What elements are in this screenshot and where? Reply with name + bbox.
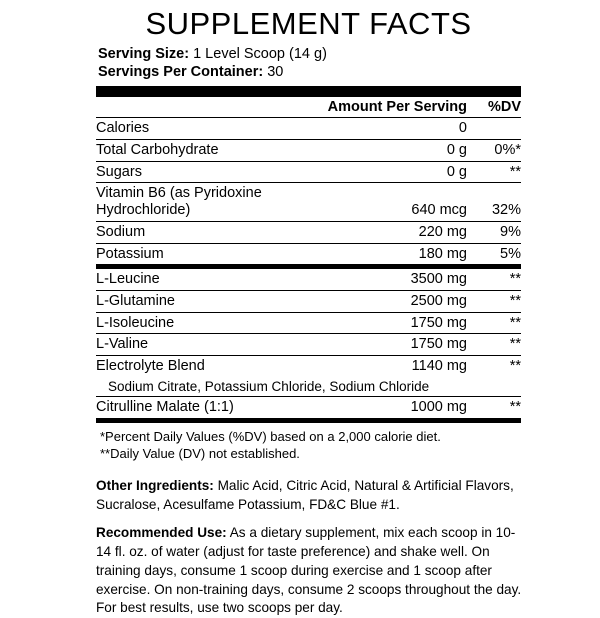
row-amount: 180 mg — [418, 245, 467, 262]
row-dv: ** — [509, 357, 521, 374]
row-dv: ** — [467, 334, 521, 356]
header-amount-per-serving: Amount Per Serving — [328, 97, 467, 118]
row-dv: ** — [509, 399, 521, 416]
header-percent-dv: %DV — [467, 97, 521, 118]
additional-info — [96, 477, 528, 618]
table-row — [96, 334, 521, 356]
table-row — [96, 312, 521, 334]
blend-subline-row — [96, 377, 521, 397]
row-dv: ** — [467, 312, 521, 334]
table-row — [96, 290, 521, 312]
other-ingredients-paragraph — [96, 477, 528, 515]
divider-thick-top — [96, 86, 521, 97]
amino-table — [96, 269, 521, 418]
serving-size-label: Serving Size: — [98, 45, 190, 62]
servings-per-container-value: 30 — [267, 63, 284, 80]
table-row — [96, 355, 521, 376]
row-amount: 2500 mg — [359, 290, 467, 312]
row-amount: 1750 mg — [359, 312, 467, 334]
row-name: L-Isoleucine — [96, 312, 359, 334]
row-amount: 1000 mg — [410, 399, 467, 416]
blend-subline: Sodium Citrate, Potassium Chloride, Sodium Chloride — [96, 377, 521, 397]
serving-size-line — [98, 45, 521, 63]
page-title: SUPPLEMENT FACTS — [145, 6, 472, 41]
serving-size-value: 1 Level Scoop (14 g) — [193, 45, 327, 62]
nutrition-table — [96, 97, 521, 264]
row-name: Vitamin B6 (as Pyridoxine Hydrochloride) — [96, 183, 328, 221]
row-amount: 0 g — [328, 161, 467, 183]
row-dv: 0%* — [467, 140, 521, 162]
table-header-row — [96, 97, 521, 118]
other-ingredients-text: Malic Acid, Citric Acid, Natural & Artificial Flavors, Sucralose, Acesulfame Potassium, FD&C Blue #1. — [96, 477, 514, 512]
other-ingredients-label: Other Ingredients: — [96, 477, 214, 493]
row-name: Potassium — [96, 245, 164, 262]
row-name: L-Glutamine — [96, 290, 359, 312]
row-amount: 0 — [328, 118, 467, 140]
row-amount: 1750 mg — [359, 334, 467, 356]
row-dv: 9% — [467, 221, 521, 243]
table-row — [96, 221, 521, 243]
table-row — [96, 269, 521, 290]
row-name: Sugars — [96, 161, 328, 183]
row-amount: 0 g — [328, 140, 467, 162]
row-name: Sodium — [96, 221, 328, 243]
row-amount: 3500 mg — [359, 269, 467, 290]
table-row — [96, 243, 521, 264]
recommended-use-text: As a dietary supplement, mix each scoop in 10-14 fl. oz. of water (adjust for taste preference) and shake well. On training days, consume 1 scoop during exercise and 1 scoop after exercise. On non-training days, consume 2 scoops throughout the day. For best results, use two scoops per day. — [96, 525, 522, 616]
table-row — [96, 140, 521, 162]
table-row — [96, 161, 521, 183]
recommended-use-paragraph — [96, 524, 528, 618]
row-name: Electrolyte Blend — [96, 357, 205, 374]
row-dv: ** — [467, 269, 521, 290]
row-name: Citrulline Malate (1:1) — [96, 399, 234, 416]
footnotes — [96, 423, 521, 463]
table-row — [96, 118, 521, 140]
row-dv: 32% — [467, 183, 521, 221]
row-amount: 220 mg — [328, 221, 467, 243]
footnote-dv-not-established: **Daily Value (DV) not established. — [100, 446, 300, 462]
row-dv: ** — [467, 161, 521, 183]
row-dv: ** — [467, 290, 521, 312]
recommended-use-label: Recommended Use: — [96, 525, 227, 541]
servings-per-container-label: Servings Per Container: — [98, 63, 264, 80]
servings-per-container-line — [98, 63, 521, 81]
row-amount: 1140 mg — [411, 357, 467, 374]
row-dv: 5% — [500, 245, 521, 262]
row-dv — [467, 118, 521, 140]
row-name: L-Valine — [96, 334, 359, 356]
table-row — [96, 397, 521, 418]
footnote-percent-dv: *Percent Daily Values (%DV) based on a 2,000 calorie diet. — [100, 428, 441, 444]
row-name: L-Leucine — [96, 269, 359, 290]
row-amount: 640 mcg — [328, 183, 467, 221]
supplement-facts-box — [96, 8, 521, 463]
header-spacer — [96, 97, 328, 118]
row-name: Calories — [96, 118, 328, 140]
row-name: Total Carbohydrate — [96, 140, 328, 162]
table-row — [96, 183, 521, 221]
